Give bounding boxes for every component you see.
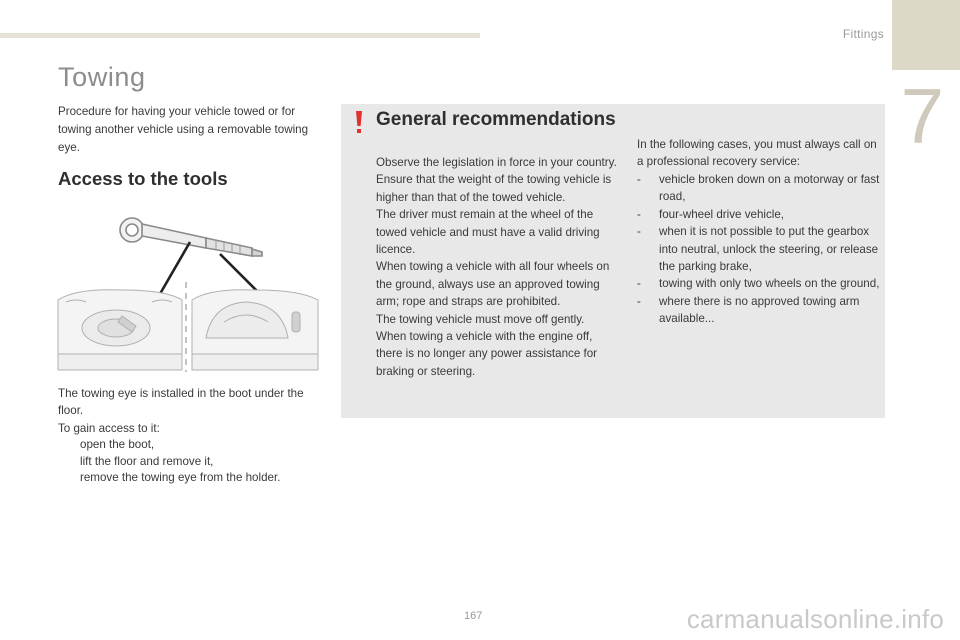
tools-text-2: To gain access to it: <box>58 421 160 435</box>
case-text: when it is not possible to put the gearbox into neutral, unlock the steering, or release the parking brake, <box>659 225 879 274</box>
recommendation-text: When towing a vehicle with all four wheels on the ground, always use an approved towing arm; rope and straps are prohibited. <box>376 260 610 309</box>
section-heading: Access to the tools <box>58 168 228 189</box>
list-item <box>637 223 881 275</box>
tools-description <box>58 385 318 437</box>
watermark: carmanualsonline.info <box>686 604 944 634</box>
case-text: four-wheel drive vehicle, <box>659 207 785 221</box>
recommendation-text: The driver must remain at the wheel of the towed vehicle and must have a valid driving licence. <box>376 208 600 257</box>
tools-text-1: The towing eye is installed in the boot under the floor. <box>58 387 304 418</box>
page-number: 167 <box>464 610 483 622</box>
exclamation-icon <box>353 109 365 135</box>
dash-marker: - <box>637 277 641 291</box>
panel-right-intro: In the following cases, you must always call on a professional recovery service: <box>637 138 877 169</box>
list-item <box>637 171 881 206</box>
recommendations-panel <box>341 104 885 418</box>
chapter-tab <box>892 0 960 70</box>
list-item <box>637 275 881 292</box>
list-item <box>637 206 881 223</box>
finger-pointer-icon <box>58 437 80 454</box>
section-label: Fittings <box>842 27 884 41</box>
panel-left-column <box>376 154 618 380</box>
case-text: where there is no approved towing arm available... <box>659 294 860 326</box>
recommendation-text: The towing vehicle must move off gently. <box>376 312 585 326</box>
steps-list <box>58 437 328 487</box>
list-item <box>637 293 881 328</box>
list-item <box>58 470 328 487</box>
dash-marker: - <box>637 173 641 186</box>
case-text: towing with only two wheels on the ground, <box>659 277 880 291</box>
towing-eye-illustration <box>56 204 320 376</box>
recommendation-text: Ensure that the weight of the towing vehicle is higher than that of the towed vehicle. <box>376 173 612 204</box>
step-text: lift the floor and remove it, <box>80 454 214 468</box>
recommendation-text: Observe the legislation in force in your country. <box>376 156 617 169</box>
intro-paragraph: Procedure for having your vehicle towed or for towing another vehicle using a removable towing eye. <box>58 105 309 154</box>
cases-list <box>637 171 881 328</box>
towing-eye-icon <box>120 218 262 256</box>
recommendation-text: When towing a vehicle with the engine off, there is no longer any power assistance for braking or steering. <box>376 330 598 378</box>
header-rule <box>0 33 480 38</box>
list-item <box>58 437 328 454</box>
finger-pointer-icon <box>58 454 80 471</box>
panel-title: General recommendations <box>376 109 616 130</box>
dash-marker: - <box>637 207 641 221</box>
dash-marker: - <box>637 225 641 239</box>
step-text: open the boot, <box>80 438 155 451</box>
finger-pointer-icon <box>58 470 80 487</box>
dash-marker: - <box>637 294 641 308</box>
step-text: remove the towing eye from the holder. <box>80 471 281 485</box>
chapter-number: 7 <box>900 72 944 160</box>
list-item <box>58 454 328 471</box>
case-text: vehicle broken down on a motorway or fast road, <box>659 173 880 204</box>
page-title: Towing <box>58 62 146 92</box>
